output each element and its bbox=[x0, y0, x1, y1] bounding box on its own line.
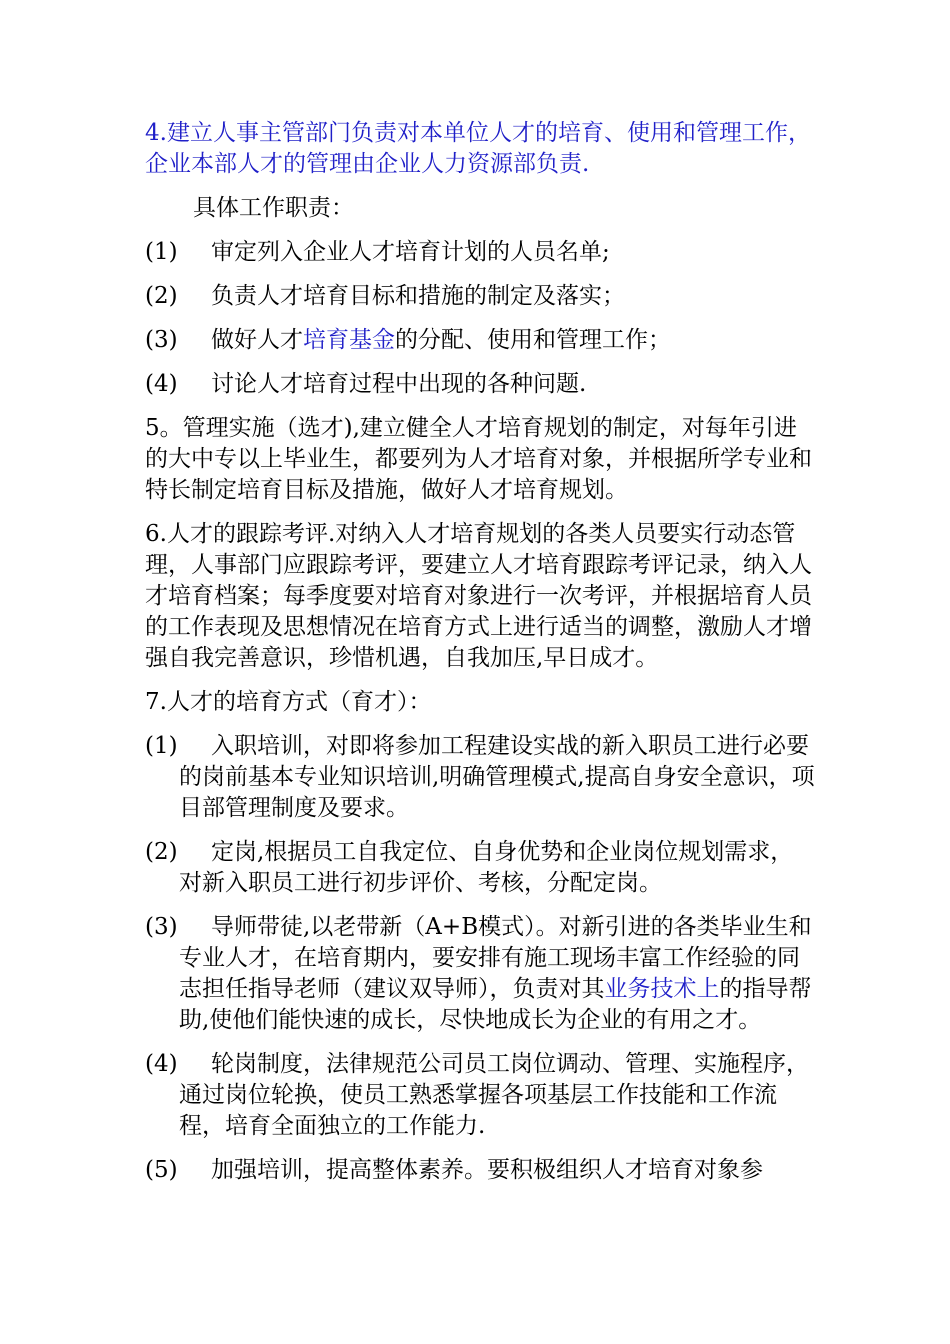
duty-item-1 bbox=[145, 237, 815, 268]
section-7-heading: 7.人才的培育方式（育才）： bbox=[145, 689, 432, 715]
item-text: 讨论人才培育过程中出现的各种问题. bbox=[211, 371, 587, 397]
section-4-heading: 4.建立人事主管部门负责对本单位人才的培育、使用和管理工作，企业本部人才的管理由企业人力资源部负责. bbox=[145, 120, 811, 177]
duty-item-3 bbox=[145, 325, 815, 356]
duties-label: 具体工作职责： bbox=[193, 195, 354, 221]
business-tech-link[interactable]: 业务技术上 bbox=[604, 976, 720, 1002]
item-number: (4) bbox=[145, 1051, 178, 1077]
method-item-2 bbox=[145, 837, 815, 899]
method-item-1 bbox=[145, 731, 815, 824]
item-number: (1) bbox=[145, 733, 178, 759]
method-item-4 bbox=[145, 1049, 815, 1142]
item-number: (2) bbox=[145, 839, 178, 865]
item-text-pre: 导师带徒,以老带新（A+B模式）。对新引进的各类毕业生和专业人才，在培育期内，要安排有施工现场丰富工作经验的同志担任指导老师（建议双导师），负责对其 bbox=[179, 914, 812, 1002]
duty-item-4 bbox=[145, 369, 815, 400]
item-text: 审定列入企业人才培育计划的人员名单; bbox=[211, 239, 610, 265]
item-text bbox=[179, 912, 815, 1036]
item-text: 入职培训，对即将参加工程建设实战的新入职员工进行必要的岗前基本专业知识培训,明确管理模式,提高自身安全意识，项目部管理制度及要求。 bbox=[179, 733, 815, 821]
item-number: (2) bbox=[145, 283, 178, 309]
item-text-post: 的分配、使用和管理工作； bbox=[395, 327, 671, 353]
section-5-paragraph: 5。管理实施（选才),建立健全人才培育规划的制定，对每年引进的大中专以上毕业生，都要列为人才培育对象，并根据所学专业和特长制定培育目标及措施，做好人才培育规划。 bbox=[145, 415, 812, 503]
item-number: (3) bbox=[145, 914, 178, 940]
item-text: 定岗,根据员工自我定位、自身优势和企业岗位规划需求，对新入职员工进行初步评价、考核，分配定岗。 bbox=[179, 839, 794, 896]
item-text-pre: 做好人才 bbox=[211, 327, 303, 353]
item-number: (5) bbox=[145, 1157, 178, 1183]
item-text-post: 的指导帮助,使他们能快速的成长，尽快地成长为企业的有用之才。 bbox=[179, 976, 812, 1033]
item-number: (3) bbox=[145, 327, 178, 353]
item-text bbox=[179, 325, 815, 356]
method-item-3 bbox=[145, 912, 815, 1036]
item-text: 轮岗制度，法律规范公司员工岗位调动、管理、实施程序，通过岗位轮换，使员工熟悉掌握各项基层工作技能和工作流程，培育全面独立的工作能力. bbox=[179, 1051, 809, 1139]
item-number: (1) bbox=[145, 239, 178, 265]
section-6-paragraph: 6.人才的跟踪考评.对纳入人才培育规划的各类人员要实行动态管理，人事部门应跟踪考评，要建立人才培育跟踪考评记录，纳入人才培育档案；每季度要对培育对象进行一次考评，并根据培育人员的工作表现及思想情况在培育方式上进行适当的调整，激励人才增强自我完善意识，珍惜机遇，自我加压,早日成才。 bbox=[145, 521, 812, 671]
item-text: 加强培训，提高整体素养。要积极组织人才培育对象参 bbox=[211, 1157, 763, 1183]
item-number: (4) bbox=[145, 371, 178, 397]
method-item-5 bbox=[145, 1155, 815, 1186]
document-page bbox=[145, 118, 815, 1199]
duty-item-2 bbox=[145, 281, 815, 312]
training-fund-link[interactable]: 培育基金 bbox=[303, 327, 395, 353]
item-text: 负责人才培育目标和措施的制定及落实； bbox=[211, 283, 625, 309]
